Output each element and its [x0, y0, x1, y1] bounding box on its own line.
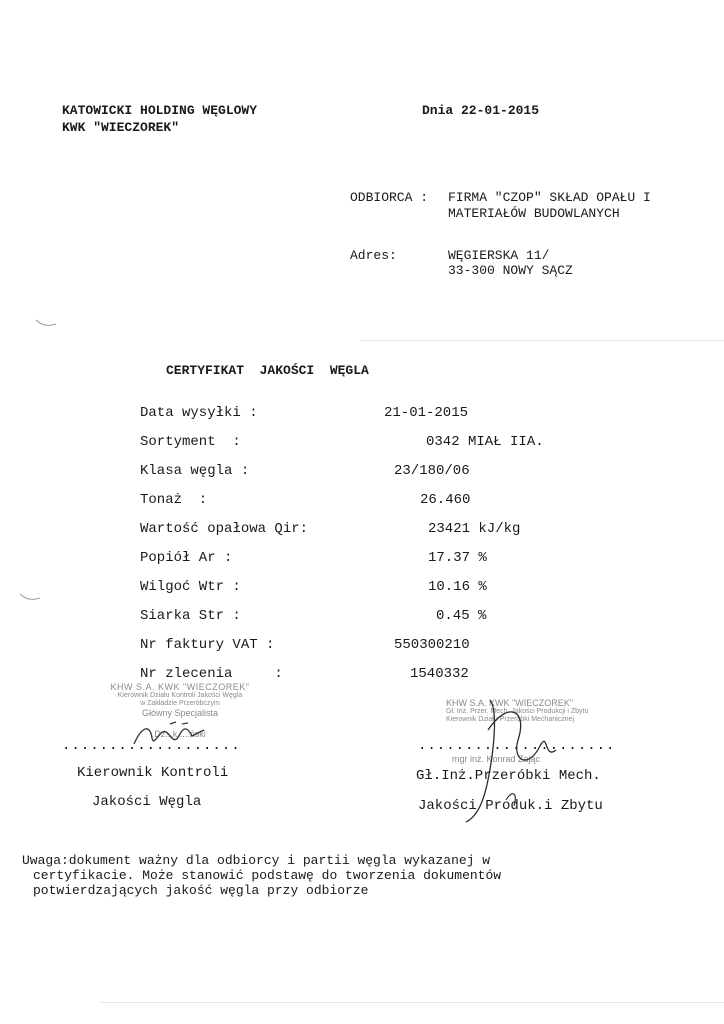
row-value: 10.16 % [428, 579, 487, 595]
stamp-name: mgr inż. Konrad Zając [452, 754, 541, 764]
right-signature-dots: ..................... [418, 738, 616, 754]
row-label: Siarka Str : [140, 608, 241, 624]
row-label: Wartość opałowa Qir: [140, 521, 309, 537]
row-value: 550300210 [394, 637, 470, 653]
recipient-label: ODBIORCA : [350, 190, 429, 205]
recipient-name-line2: MATERIAŁÓW BUDOWLANYCH [448, 206, 620, 221]
row-label: Tonaż : [140, 492, 208, 508]
mine-name: KWK "WIECZOREK" [62, 120, 180, 135]
address-line1: WĘGIERSKA 11/ [448, 248, 550, 263]
stamp-line: w Zakładzie Przeróbczym [140, 700, 220, 708]
scan-edge [360, 340, 724, 341]
row-label: Klasa węgla : [140, 463, 250, 479]
row-value: 21-01-2015 [384, 405, 469, 421]
note-line1: Uwaga:dokument ważny dla odbiorcy i partii węgla wykazanej w [22, 853, 491, 868]
note-line3: potwierdzających jakość węgla przy odbiorze [33, 883, 369, 898]
row-label: Sortyment : [140, 434, 241, 450]
stamp-line: KHW S.A. KWK "WIECZOREK" [110, 682, 250, 692]
stamp-line: Główny Specjalista [141, 708, 219, 719]
row-value: 0342 MIAŁ IIA. [426, 434, 544, 450]
row-value: 23/180/06 [394, 463, 470, 479]
scan-mark [18, 592, 42, 604]
company-name: KATOWICKI HOLDING WĘGLOWY [62, 103, 258, 118]
note-line2: certyfikacie. Może stanowić podstawę do tworzenia dokumentów [33, 868, 502, 883]
row-value: 26.460 [420, 492, 471, 508]
stamp-line: Kierownik Działu Kontroli Jakości Węgla [117, 692, 243, 700]
scan-mark [34, 318, 58, 330]
document-date: Dnia 22-01-2015 [422, 103, 540, 118]
address-label: Adres: [350, 248, 397, 263]
stamp-line: Kierownik Działu Przeróbki Mechanicznej [446, 716, 574, 724]
left-signatory-title: Kierownik Kontroli [77, 765, 229, 781]
certificate-title: CERTYFIKAT JAKOŚCI WĘGLA [166, 363, 369, 378]
row-value: 17.37 % [428, 550, 487, 566]
left-signatory-dept: Jakości Węgla [92, 794, 202, 810]
row-label: Nr faktury VAT : [140, 637, 275, 653]
scan-edge [100, 1002, 724, 1003]
row-label: Wilgoć Wtr : [140, 579, 241, 595]
right-signatory-title: Gł.Inż.Przeróbki Mech. [416, 768, 601, 784]
recipient-name-line1: FIRMA "CZOP" SKŁAD OPAŁU I [448, 190, 651, 205]
address-line2: 33-300 NOWY SĄCZ [448, 263, 573, 278]
stamp-line: Dz...k.....ński [154, 728, 206, 739]
row-value: 1540332 [410, 666, 469, 682]
row-value: 0.45 % [436, 608, 487, 624]
stamp-line: KHW S.A. KWK "WIECZOREK" [446, 698, 573, 708]
row-label: Popiół Ar : [140, 550, 233, 566]
right-signatory-dept: Jakości Produk.i Zbytu [418, 798, 603, 814]
row-value: 23421 kJ/kg [428, 521, 521, 537]
row-label: Nr zlecenia : [140, 666, 283, 682]
row-label: Data wysyłki : [140, 405, 258, 421]
stamp-line: Gł. Inż. Przer. Mech. Jakości Produkcji i Zbytu [446, 708, 589, 716]
left-signature-dots: ................... [62, 738, 241, 754]
